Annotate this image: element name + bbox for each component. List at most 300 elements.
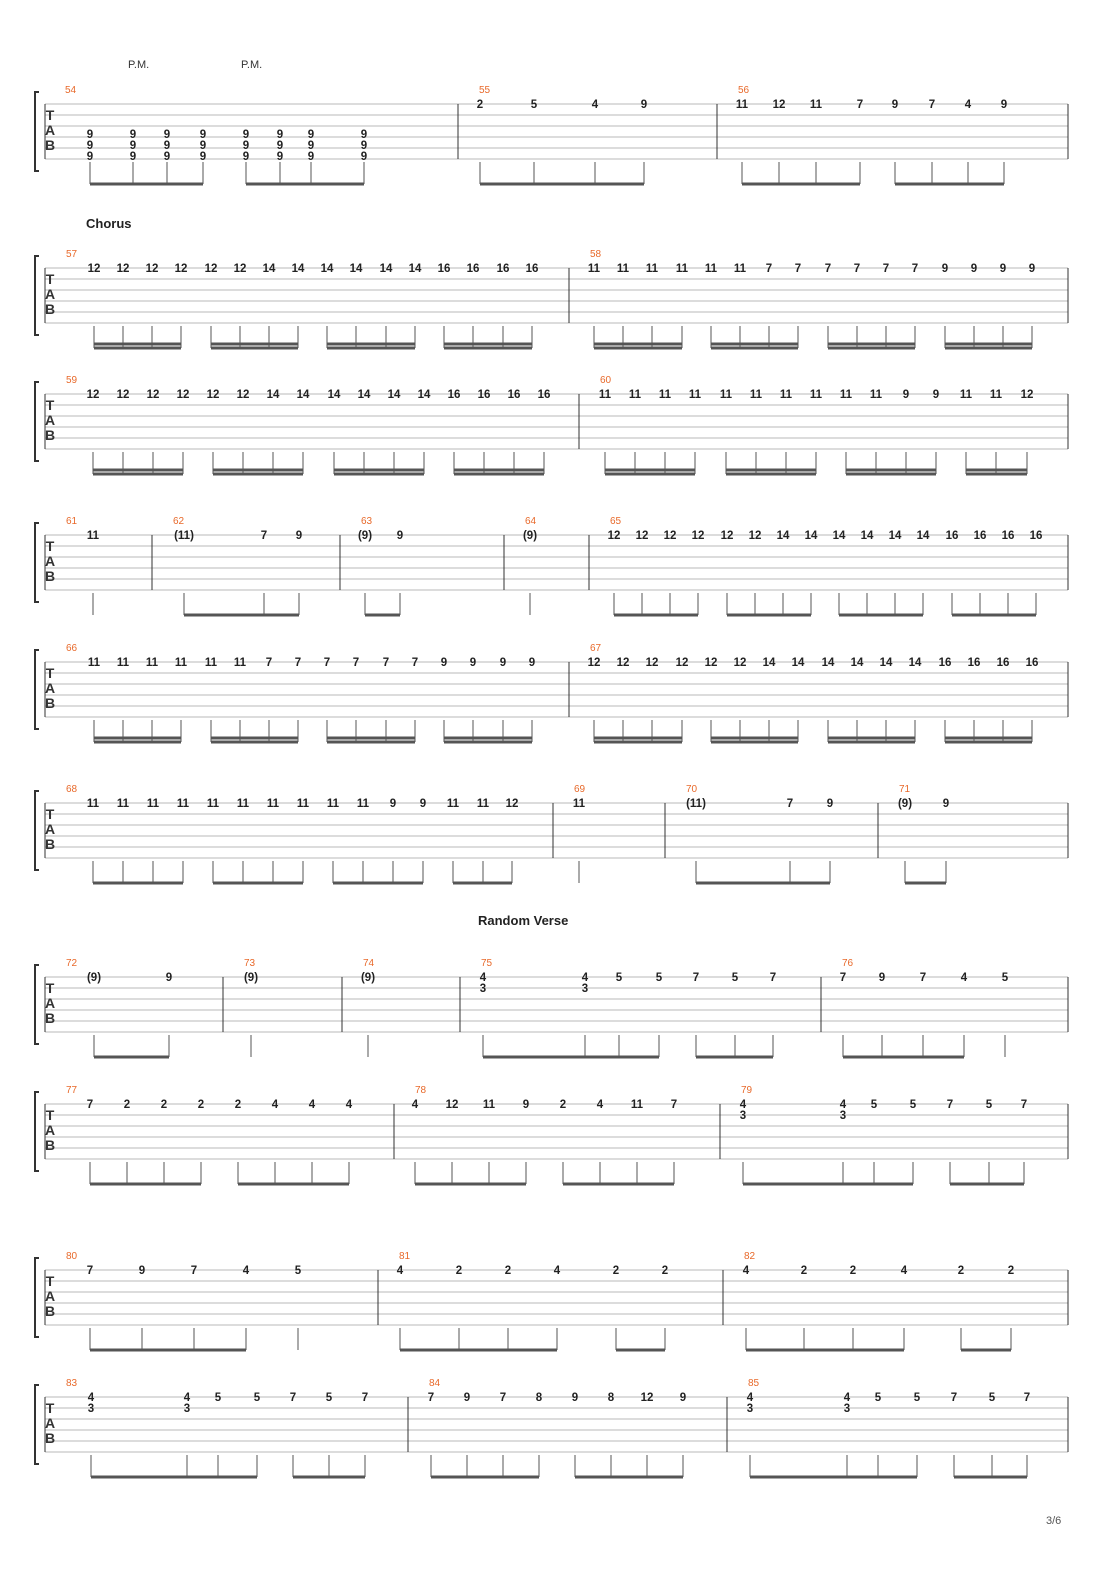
measure-number: 57 (66, 249, 78, 260)
fret-number: 12 (607, 530, 621, 542)
measure-number: 85 (748, 1378, 760, 1389)
measure-number: 61 (66, 516, 78, 527)
tab-clef-letter: A (44, 553, 56, 569)
fret-number: 3 (183, 1403, 191, 1415)
fret-number: 9 (199, 129, 207, 141)
fret-number: 11 (206, 798, 220, 810)
fret-number: 3 (87, 1403, 95, 1415)
fret-number: 7 (856, 99, 864, 111)
fret-number: 2 (197, 1099, 205, 1111)
fret-number: 2 (123, 1099, 131, 1111)
fret-number: 7 (919, 972, 927, 984)
fret-number: 9 (307, 151, 315, 163)
fret-number: 2 (476, 99, 484, 111)
page-number: 3/6 (1046, 1515, 1062, 1527)
measure-number: 82 (744, 1251, 756, 1262)
fret-number: 14 (879, 657, 893, 669)
tab-clef-letter: A (44, 412, 56, 428)
measure-number: 63 (361, 516, 373, 527)
fret-number: 9 (129, 129, 137, 141)
fret-number: 5 (214, 1392, 222, 1404)
fret-number: 9 (129, 151, 137, 163)
fret-number: 4 (839, 1099, 847, 1111)
fret-number: 12 (635, 530, 649, 542)
system-bracket (35, 256, 39, 335)
fret-number: 11 (116, 657, 130, 669)
fret-number: 12 (87, 263, 101, 275)
tab-clef-letter: A (44, 1122, 56, 1138)
fret-number: 9 (891, 99, 899, 111)
palm-mute-label: P.M. (128, 59, 150, 71)
fret-number: 7 (265, 657, 273, 669)
fret-number: 11 (809, 389, 823, 401)
fret-number: 12 (236, 389, 250, 401)
tab-clef-letter: B (44, 1430, 56, 1446)
fret-number: (9) (243, 972, 259, 984)
fret-number: 8 (607, 1392, 615, 1404)
fret-number: 12 (1020, 389, 1034, 401)
fret-number: 7 (769, 972, 777, 984)
palm-mute-label: P.M. (241, 59, 263, 71)
fret-number: 4 (900, 1265, 908, 1277)
fret-number: (9) (86, 972, 102, 984)
fret-number: 12 (146, 389, 160, 401)
fret-number: 5 (530, 99, 538, 111)
measure-number: 76 (842, 958, 854, 969)
fret-number: (9) (522, 530, 538, 542)
fret-number: 14 (916, 530, 930, 542)
fret-number: 4 (479, 972, 487, 984)
fret-number: 9 (499, 657, 507, 669)
fret-number: 9 (463, 1392, 471, 1404)
fret-number: 7 (499, 1392, 507, 1404)
system-bracket (35, 1092, 39, 1171)
fret-number: 4 (345, 1099, 353, 1111)
fret-number: 14 (791, 657, 805, 669)
fret-number: 9 (86, 140, 94, 152)
tab-clef-letter: T (45, 271, 55, 287)
fret-number: 14 (296, 389, 310, 401)
tab-clef-letter: B (44, 1010, 56, 1026)
fret-number: 11 (356, 798, 370, 810)
fret-number: 7 (946, 1099, 954, 1111)
fret-number: 16 (945, 530, 959, 542)
measure-number: 74 (363, 958, 375, 969)
fret-number: 9 (307, 140, 315, 152)
fret-number: 12 (704, 657, 718, 669)
fret-number: 9 (360, 140, 368, 152)
fret-number: 16 (496, 263, 510, 275)
fret-number: 9 (571, 1392, 579, 1404)
fret-number: 11 (236, 798, 250, 810)
fret-number: 4 (308, 1099, 316, 1111)
fret-number: 11 (839, 389, 853, 401)
fret-number: 4 (746, 1392, 754, 1404)
tab-clef-letter: A (44, 680, 56, 696)
measure-number: 73 (244, 958, 256, 969)
fret-number: 11 (688, 389, 702, 401)
fret-number: 9 (129, 140, 137, 152)
fret-number: 16 (525, 263, 539, 275)
fret-number: 2 (1007, 1265, 1015, 1277)
section-title-chorus: Chorus (86, 216, 132, 231)
measure-number: 75 (481, 958, 493, 969)
fret-number: 9 (419, 798, 427, 810)
fret-number: 9 (970, 263, 978, 275)
fret-number: 12 (645, 657, 659, 669)
fret-number: 11 (628, 389, 642, 401)
section-title-random-verse: Random Verse (478, 913, 569, 928)
fret-number: 12 (733, 657, 747, 669)
fret-number: 7 (928, 99, 936, 111)
fret-number: 12 (445, 1099, 459, 1111)
fret-number: 11 (735, 99, 749, 111)
fret-number: 11 (174, 657, 188, 669)
tab-clef-letter: T (45, 806, 55, 822)
fret-number: 9 (276, 129, 284, 141)
fret-number: 14 (320, 263, 334, 275)
fret-number: 7 (786, 798, 794, 810)
fret-number: 2 (160, 1099, 168, 1111)
fret-number: 9 (440, 657, 448, 669)
fret-number: 14 (850, 657, 864, 669)
fret-number: 4 (553, 1265, 561, 1277)
tab-clef-letter: B (44, 568, 56, 584)
fret-number: 2 (234, 1099, 242, 1111)
fret-number: 7 (765, 263, 773, 275)
fret-number: 5 (874, 1392, 882, 1404)
tab-clef-letter: A (44, 995, 56, 1011)
fret-number: 7 (361, 1392, 369, 1404)
tab-clef-letter: T (45, 1273, 55, 1289)
fret-number: 3 (839, 1110, 847, 1122)
fret-number: 4 (739, 1099, 747, 1111)
fret-number: 12 (505, 798, 519, 810)
fret-number: 12 (174, 263, 188, 275)
fret-number: 11 (116, 798, 130, 810)
fret-number: 9 (199, 151, 207, 163)
fret-number: 11 (645, 263, 659, 275)
fret-number: (9) (357, 530, 373, 542)
fret-number: 16 (996, 657, 1010, 669)
fret-number: 5 (325, 1392, 333, 1404)
system-bracket (35, 791, 39, 870)
fret-number: 16 (437, 263, 451, 275)
fret-number: 9 (242, 140, 250, 152)
fret-number: 9 (242, 151, 250, 163)
fret-number: 16 (466, 263, 480, 275)
fret-number: 11 (587, 263, 601, 275)
measure-number: 81 (399, 1251, 411, 1262)
fret-number: 11 (146, 798, 160, 810)
fret-number: 4 (843, 1392, 851, 1404)
fret-number: 14 (776, 530, 790, 542)
fret-number: 14 (908, 657, 922, 669)
fret-number: 3 (581, 983, 589, 995)
fret-number: 12 (86, 389, 100, 401)
fret-number: 5 (731, 972, 739, 984)
fret-number: 7 (352, 657, 360, 669)
measure-number: 66 (66, 643, 78, 654)
fret-number: 7 (950, 1392, 958, 1404)
fret-number: 4 (591, 99, 599, 111)
system-bracket (35, 523, 39, 602)
fret-number: 9 (360, 151, 368, 163)
fret-number: 9 (528, 657, 536, 669)
fret-number: 14 (262, 263, 276, 275)
fret-number: 9 (307, 129, 315, 141)
fret-number: 5 (988, 1392, 996, 1404)
fret-number: 7 (411, 657, 419, 669)
fret-number: 12 (116, 389, 130, 401)
fret-number: 11 (86, 798, 100, 810)
fret-number: 2 (559, 1099, 567, 1111)
fret-number: 14 (357, 389, 371, 401)
tab-clef-letter: A (44, 1415, 56, 1431)
fret-number: 14 (327, 389, 341, 401)
fret-number: 7 (794, 263, 802, 275)
measure-number: 55 (479, 85, 491, 96)
fret-number: 11 (675, 263, 689, 275)
fret-number: 4 (183, 1392, 191, 1404)
fret-number: 11 (719, 389, 733, 401)
fret-number: 2 (800, 1265, 808, 1277)
measure-number: 58 (590, 249, 602, 260)
tab-clef-letter: A (44, 122, 56, 138)
fret-number: 9 (640, 99, 648, 111)
fret-number: 11 (233, 657, 247, 669)
tab-clef-letter: T (45, 107, 55, 123)
fret-number: 14 (379, 263, 393, 275)
measure-number: 71 (899, 784, 911, 795)
fret-number: 7 (294, 657, 302, 669)
measure-number: 64 (525, 516, 537, 527)
fret-number: 9 (199, 140, 207, 152)
fret-number: 16 (938, 657, 952, 669)
fret-number: 12 (640, 1392, 654, 1404)
fret-number: 14 (821, 657, 835, 669)
fret-number: 8 (535, 1392, 543, 1404)
fret-number: 11 (326, 798, 340, 810)
fret-number: 11 (145, 657, 159, 669)
tab-clef-letter: A (44, 821, 56, 837)
tab-clef-letter: B (44, 301, 56, 317)
fret-number: 16 (447, 389, 461, 401)
fret-number: 9 (165, 972, 173, 984)
system-bracket (35, 382, 39, 461)
fret-number: 9 (878, 972, 886, 984)
fret-number: 7 (86, 1265, 94, 1277)
fret-number: 12 (145, 263, 159, 275)
fret-number: 11 (749, 389, 763, 401)
fret-number: 7 (692, 972, 700, 984)
fret-number: 14 (266, 389, 280, 401)
fret-number: 16 (967, 657, 981, 669)
fret-number: 9 (295, 530, 303, 542)
fret-number: 14 (832, 530, 846, 542)
fret-number: 9 (522, 1099, 530, 1111)
fret-number: 7 (260, 530, 268, 542)
tab-clef-letter: T (45, 1107, 55, 1123)
fret-number: 7 (427, 1392, 435, 1404)
fret-number: 9 (276, 140, 284, 152)
fret-number: 9 (942, 798, 950, 810)
fret-number: 9 (941, 263, 949, 275)
fret-number: 14 (408, 263, 422, 275)
fret-number: 16 (507, 389, 521, 401)
fret-number: 4 (960, 972, 968, 984)
fret-number: 5 (615, 972, 623, 984)
fret-number: 12 (206, 389, 220, 401)
tab-clef-letter: A (44, 286, 56, 302)
fret-number: 11 (87, 657, 101, 669)
fret-number: 9 (396, 530, 404, 542)
fret-number: 14 (349, 263, 363, 275)
fret-number: 9 (932, 389, 940, 401)
fret-number: 11 (869, 389, 883, 401)
system-bracket (35, 650, 39, 729)
fret-number: 11 (598, 389, 612, 401)
fret-number: 11 (176, 798, 190, 810)
tab-clef-letter: T (45, 1400, 55, 1416)
fret-number: 11 (809, 99, 823, 111)
fret-number: 7 (323, 657, 331, 669)
fret-number: 9 (163, 140, 171, 152)
fret-number: 12 (176, 389, 190, 401)
fret-number: 12 (587, 657, 601, 669)
fret-number: 3 (739, 1110, 747, 1122)
system-bracket (35, 1258, 39, 1337)
fret-number: 9 (999, 263, 1007, 275)
fret-number: 4 (964, 99, 972, 111)
fret-number: 16 (1001, 530, 1015, 542)
fret-number: 14 (888, 530, 902, 542)
fret-number: 2 (504, 1265, 512, 1277)
fret-number: 7 (911, 263, 919, 275)
fret-number: 4 (242, 1265, 250, 1277)
fret-number: 14 (860, 530, 874, 542)
tab-clef-letter: B (44, 836, 56, 852)
fret-number: 9 (902, 389, 910, 401)
fret-number: 11 (779, 389, 793, 401)
fret-number: 12 (720, 530, 734, 542)
fret-number: 7 (1023, 1392, 1031, 1404)
measure-number: 72 (66, 958, 78, 969)
fret-number: (11) (174, 530, 194, 542)
fret-number: 11 (704, 263, 718, 275)
fret-number: 11 (296, 798, 310, 810)
fret-number: 9 (360, 129, 368, 141)
measure-number: 54 (65, 85, 77, 96)
fret-number: 5 (870, 1099, 878, 1111)
fret-number: 7 (86, 1099, 94, 1111)
fret-number: 3 (746, 1403, 754, 1415)
measure-number: 69 (574, 784, 586, 795)
fret-number: (11) (686, 798, 706, 810)
fret-number: 12 (616, 657, 630, 669)
fret-number: 4 (87, 1392, 95, 1404)
fret-number: 9 (242, 129, 250, 141)
fret-number: 16 (1025, 657, 1039, 669)
fret-number: 12 (116, 263, 130, 275)
system-bracket (35, 92, 39, 171)
measure-number: 56 (738, 85, 750, 96)
fret-number: 14 (291, 263, 305, 275)
fret-number: 9 (86, 129, 94, 141)
measure-number: 79 (741, 1085, 753, 1096)
tab-clef-letter: B (44, 427, 56, 443)
tab-clef-letter: A (44, 1288, 56, 1304)
fret-number: 7 (882, 263, 890, 275)
fret-number: 9 (679, 1392, 687, 1404)
fret-number: 2 (849, 1265, 857, 1277)
measure-number: 60 (600, 375, 612, 386)
fret-number: 4 (411, 1099, 419, 1111)
measure-number: 68 (66, 784, 78, 795)
fret-number: 11 (572, 798, 586, 810)
fret-number: 2 (455, 1265, 463, 1277)
fret-number: 11 (630, 1099, 644, 1111)
fret-number: 11 (204, 657, 218, 669)
fret-number: 4 (271, 1099, 279, 1111)
fret-number: 4 (396, 1265, 404, 1277)
fret-number: 2 (957, 1265, 965, 1277)
measure-number: 83 (66, 1378, 78, 1389)
fret-number: 14 (417, 389, 431, 401)
fret-number: 12 (691, 530, 705, 542)
fret-number: 4 (596, 1099, 604, 1111)
fret-number: 7 (382, 657, 390, 669)
fret-number: 7 (190, 1265, 198, 1277)
measure-number: 77 (66, 1085, 78, 1096)
fret-number: 11 (959, 389, 973, 401)
tab-clef-letter: T (45, 538, 55, 554)
fret-number: 12 (675, 657, 689, 669)
fret-number: 9 (163, 129, 171, 141)
fret-number: 5 (1001, 972, 1009, 984)
fret-number: 11 (658, 389, 672, 401)
fret-number: 7 (853, 263, 861, 275)
system-bracket (35, 1385, 39, 1464)
fret-number: 9 (469, 657, 477, 669)
measure-number: 70 (686, 784, 698, 795)
measure-number: 67 (590, 643, 602, 654)
measure-number: 59 (66, 375, 78, 386)
fret-number: 4 (742, 1265, 750, 1277)
fret-number: 7 (824, 263, 832, 275)
fret-number: 11 (616, 263, 630, 275)
fret-number: 11 (482, 1099, 496, 1111)
measure-number: 62 (173, 516, 185, 527)
fret-number: (9) (897, 798, 913, 810)
fret-number: 9 (86, 151, 94, 163)
fret-number: 12 (748, 530, 762, 542)
measure-number: 78 (415, 1085, 427, 1096)
fret-number: 9 (1000, 99, 1008, 111)
tab-clef-letter: B (44, 1137, 56, 1153)
fret-number: 9 (276, 151, 284, 163)
tab-clef-letter: B (44, 1303, 56, 1319)
fret-number: 12 (204, 263, 218, 275)
tab-clef-letter: B (44, 695, 56, 711)
fret-number: 7 (839, 972, 847, 984)
fret-number: 2 (661, 1265, 669, 1277)
fret-number: 5 (253, 1392, 261, 1404)
fret-number: 5 (985, 1099, 993, 1111)
fret-number: 16 (537, 389, 551, 401)
fret-number: 7 (289, 1392, 297, 1404)
fret-number: 7 (670, 1099, 678, 1111)
